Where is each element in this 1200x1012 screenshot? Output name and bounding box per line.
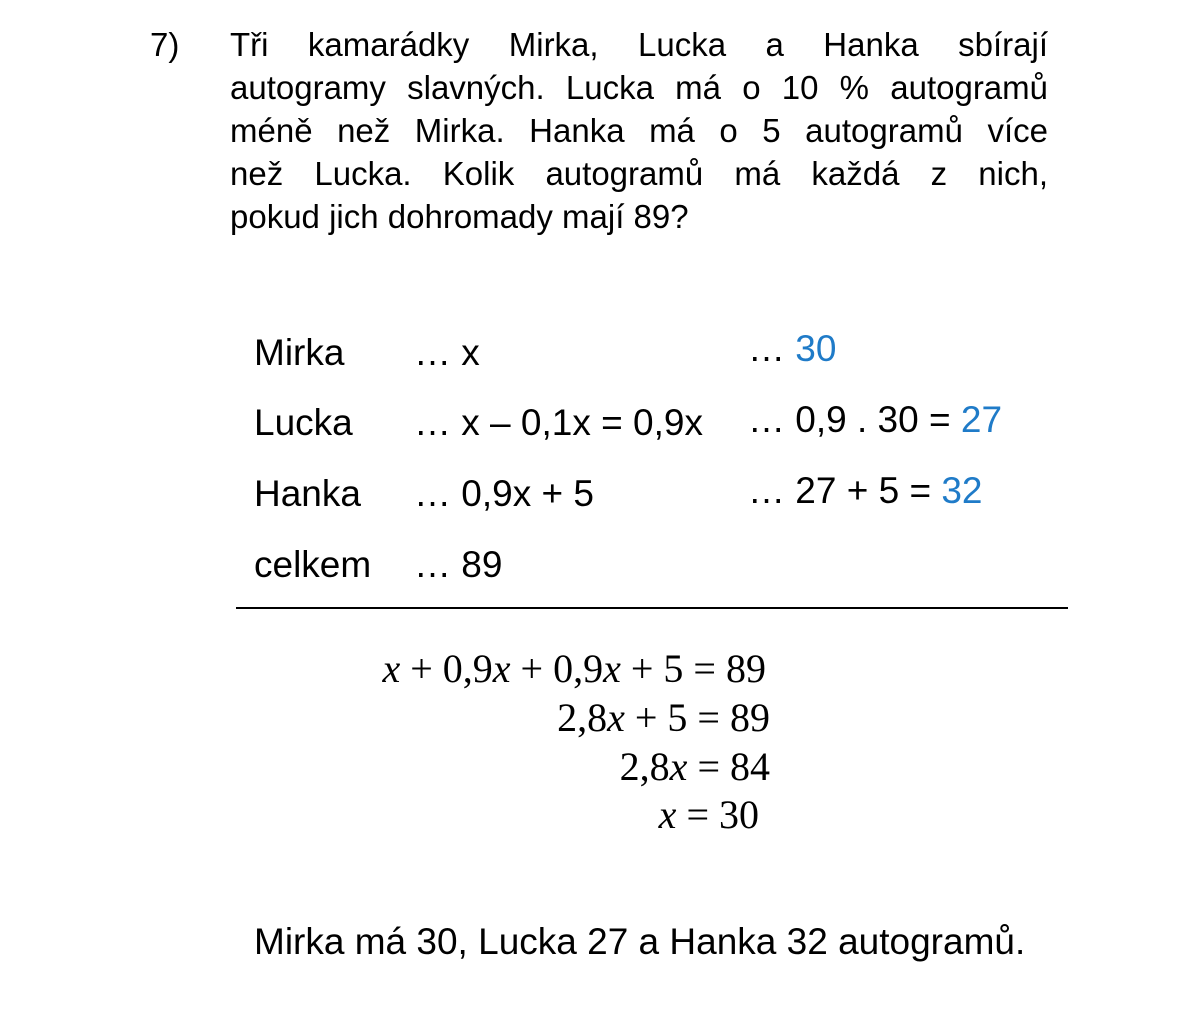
horizontal-divider (236, 607, 1068, 609)
variable-x: x (658, 792, 677, 837)
row-expr-hanka: … 0,9x + 5 (414, 473, 594, 514)
equation-part: + 0,9 (510, 646, 604, 691)
row-name-celkem: celkem (254, 544, 372, 585)
row-calc-result: 32 (941, 470, 983, 511)
problem-line-1: Tři kamarádky Mirka, Lucka a Hanka sbírají (230, 26, 1048, 63)
equation-part: + 5 = 89 (624, 695, 770, 740)
equation-part: = 30 (676, 792, 759, 837)
row-name-mirka: Mirka (254, 332, 345, 373)
equation-part: = 84 (687, 744, 770, 789)
variable-x: x (603, 646, 621, 691)
row-expr-celkem: … 89 (414, 544, 503, 585)
problem-line-5: pokud jich dohromady mají 89? (230, 198, 689, 235)
answer-sentence: Mirka má 30, Lucka 27 a Hanka 32 autogramů. (254, 921, 1026, 962)
problem-line-3: méně než Mirka. Hanka má o 5 autogramů více (230, 112, 1048, 149)
row-calc-prefix: … (748, 328, 796, 369)
equation-part: 2,8 (557, 695, 608, 740)
equation-2 (0, 694, 770, 742)
row-calc-prefix: … 0,9 . 30 = (748, 399, 961, 440)
row-calc-result: 30 (795, 328, 837, 369)
row-name-hanka: Hanka (254, 473, 361, 514)
problem-line-4: než Lucka. Kolik autogramů má každá z nich, (230, 155, 1048, 192)
equation-3 (0, 743, 770, 791)
variable-x: x (492, 646, 511, 691)
equation-4 (0, 791, 759, 839)
row-calc-mirka (748, 327, 836, 371)
problem-number: 7) (150, 26, 180, 63)
row-name-lucka: Lucka (254, 402, 353, 443)
row-calc-prefix: … 27 + 5 = (748, 470, 942, 511)
row-calc-hanka (748, 469, 983, 513)
equation-part: + 5 = 89 (620, 646, 766, 691)
row-calc-lucka (748, 398, 1002, 442)
variable-x: x (669, 744, 688, 789)
row-expr-lucka: … x – 0,1x = 0,9x (414, 402, 703, 443)
variable-x: x (607, 695, 625, 740)
equation-1 (0, 645, 766, 693)
variable-x: x (382, 646, 401, 691)
row-calc-result: 27 (960, 399, 1003, 440)
row-expr-mirka: … x (414, 332, 480, 373)
equation-part: 2,8 (619, 744, 670, 789)
equation-part: + 0,9 (400, 646, 493, 691)
problem-line-2: autogramy slavných. Lucka má o 10 % autogramů (230, 69, 1048, 106)
